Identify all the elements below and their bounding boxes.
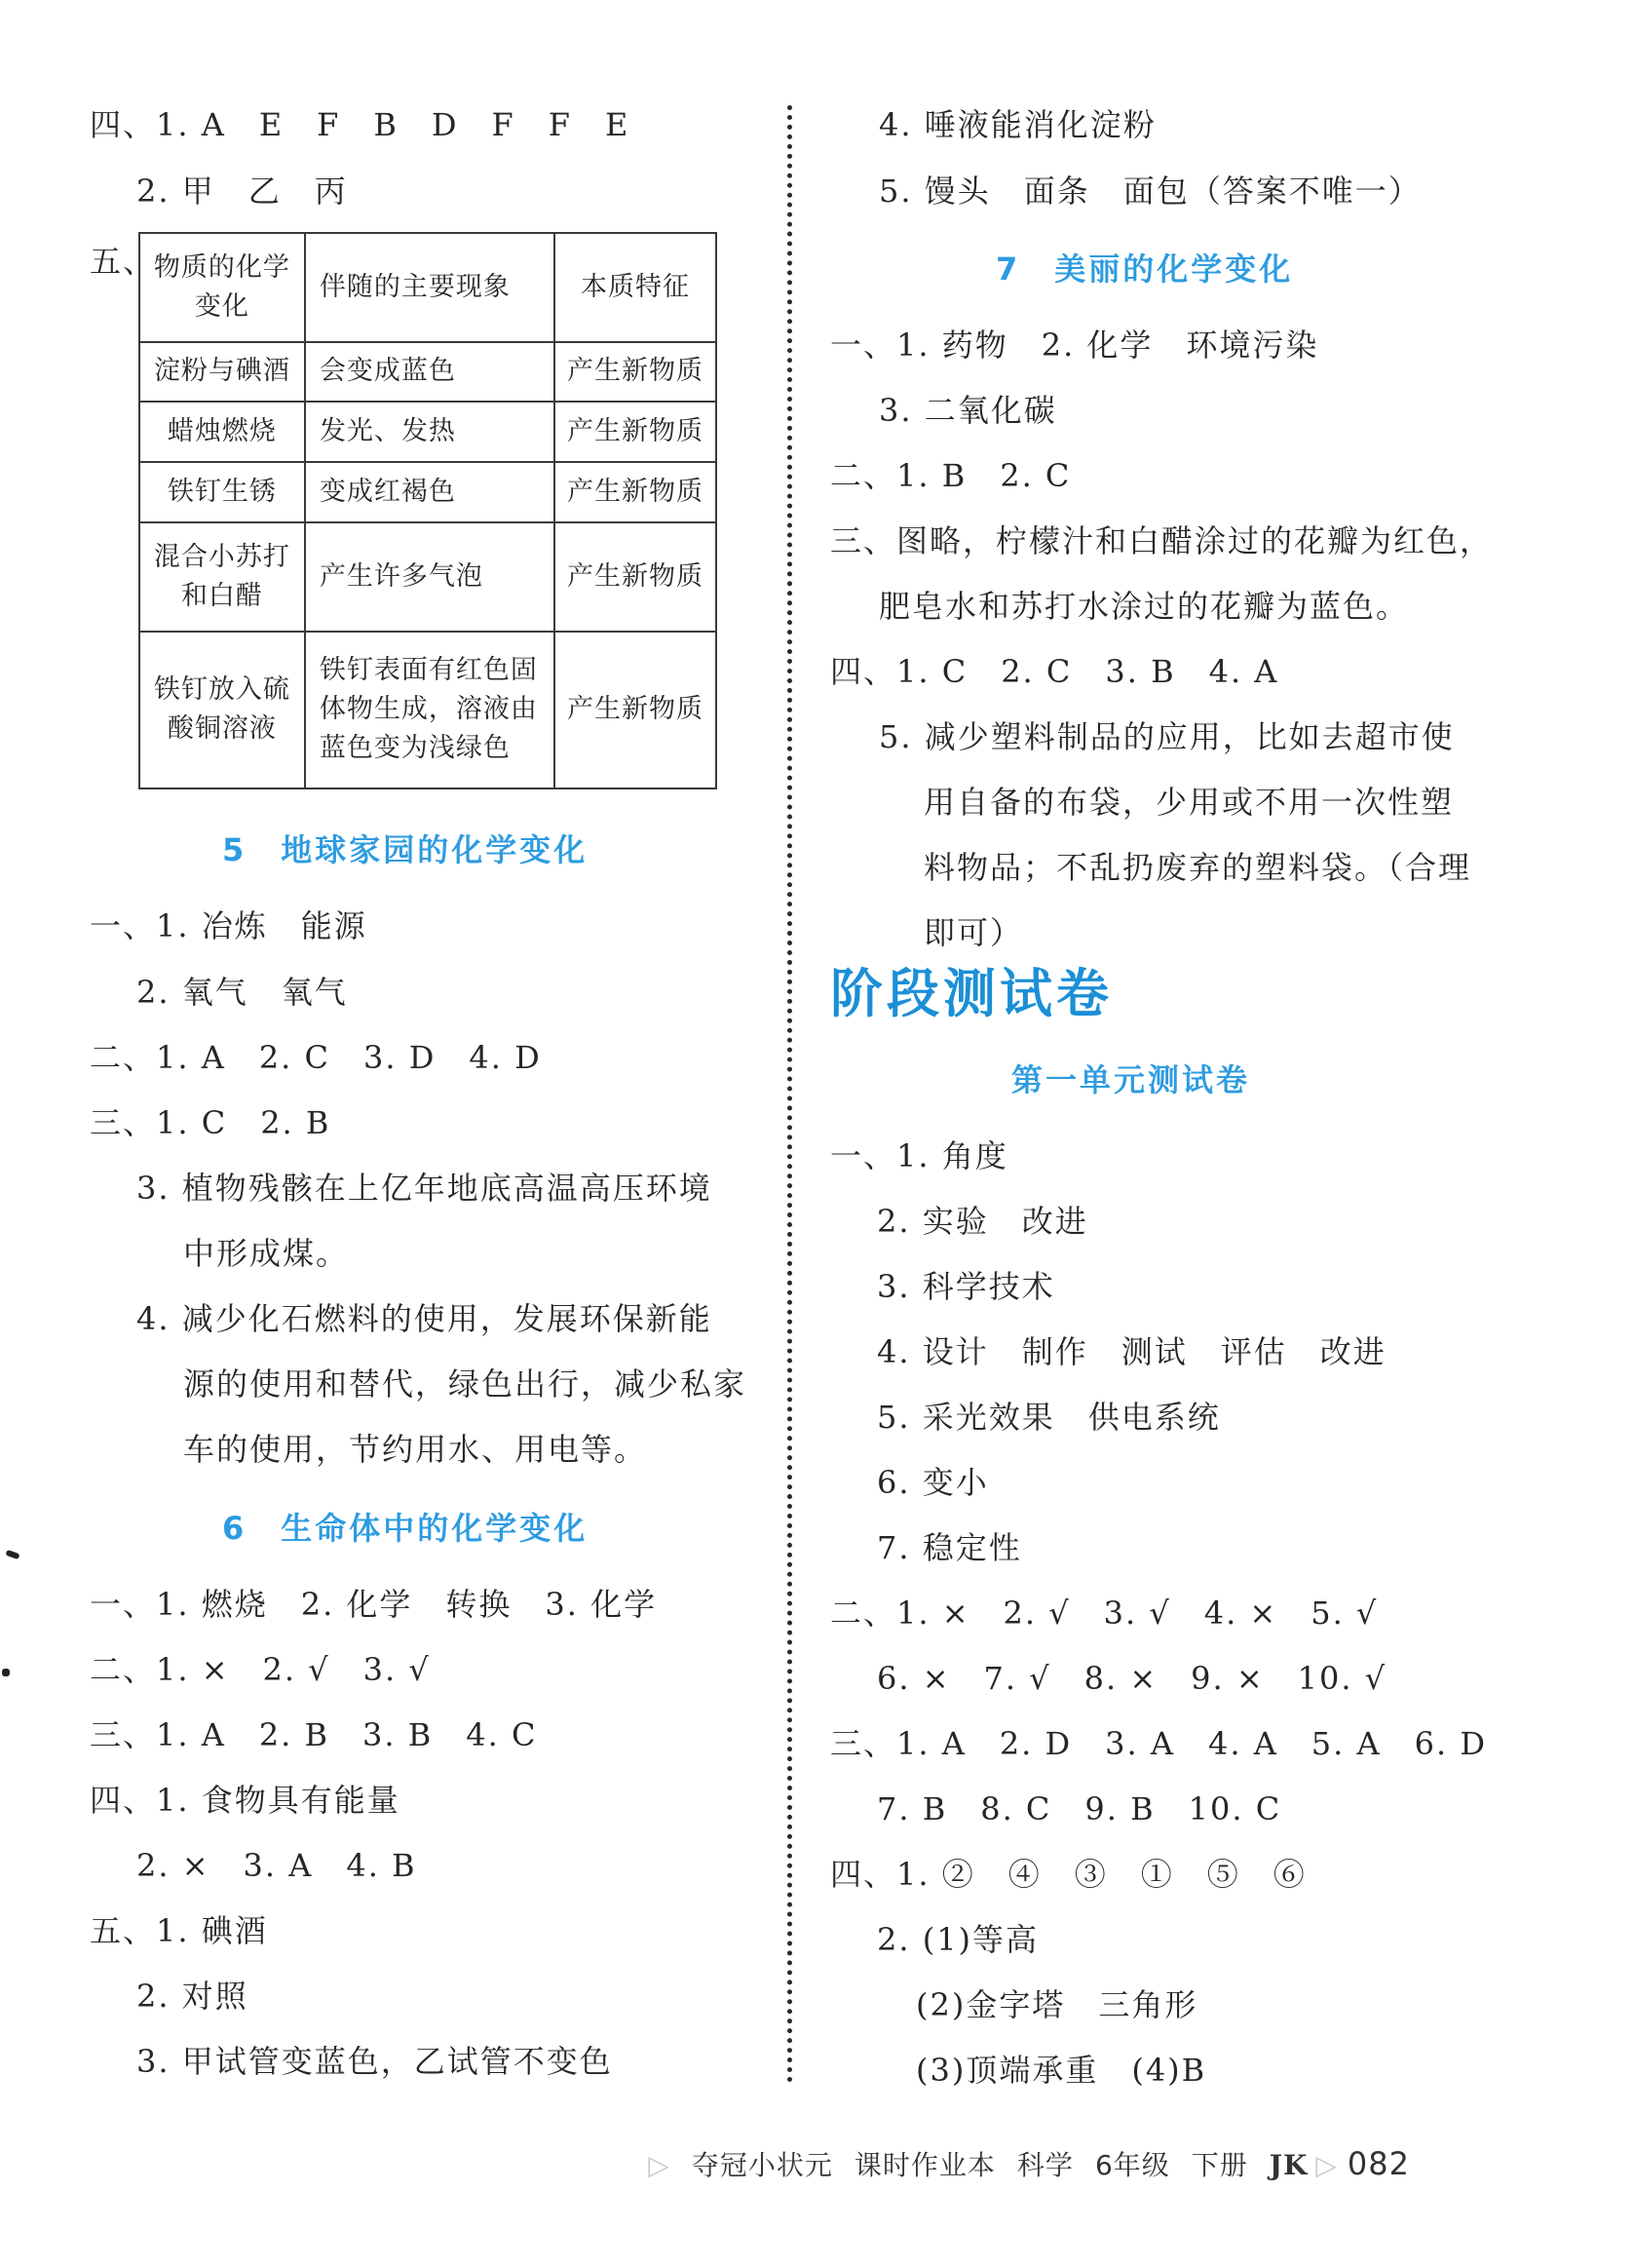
section-6-title: 6 生命体中的化学变化: [222, 1510, 589, 1547]
answer-line: 三、图略，柠檬汁和白醋涂过的花瓣为红色，: [830, 522, 1494, 559]
answer-line: 二、1. × 2. √ 3. √ 4. × 5. √: [830, 1595, 1379, 1632]
answer-line: 7. B 8. C 9. B 10. C: [877, 1790, 1282, 1827]
answer-line: 即可）: [924, 914, 1024, 951]
answer-line: 3. 二氧化碳: [879, 392, 1057, 429]
footer-volume: 下册: [1191, 2149, 1248, 2181]
answer-line: 五、1. 碘酒: [90, 1912, 268, 1949]
answer-line: 三、1. A 2. D 3. A 4. A 5. A 6. D: [830, 1725, 1487, 1762]
table-cell: 淀粉与碘酒: [139, 342, 305, 403]
page-number: 082: [1347, 2145, 1410, 2182]
table-cell: 混合小苏打和白醋: [139, 522, 305, 632]
table-row: [139, 522, 716, 632]
answer-line: 5. 馒头 面条 面包（答案不唯一）: [879, 173, 1422, 210]
answer-line: 一、1. 冶炼 能源: [90, 907, 367, 944]
scan-mark: [5, 1550, 19, 1559]
q4-answers: 四、1. A E F B D F F E: [90, 106, 630, 143]
answer-line: 一、1. 药物 2. 化学 环境污染: [830, 327, 1319, 364]
answer-line: 二、1. × 2. √ 3. √: [90, 1651, 431, 1688]
table-header-row: [139, 233, 716, 342]
answer-line: (2)金字塔 三角形: [916, 1986, 1198, 2023]
answer-line: 一、1. 角度: [830, 1137, 1008, 1174]
answer-line: 三、1. C 2. B: [90, 1104, 331, 1141]
answer-line: 2. 氧气 氧气: [136, 974, 348, 1011]
answer-line: 4. 减少化石燃料的使用，发展环保新能: [136, 1300, 712, 1337]
footer-subject: 科学: [1016, 2149, 1074, 2181]
table-row: [139, 402, 716, 462]
answer-line: 肥皂水和苏打水涂过的花瓣为蓝色。: [879, 588, 1410, 625]
table-cell: 产生新物质: [554, 402, 716, 462]
table-cell: 变成红褐色: [305, 462, 554, 522]
page-footer: [640, 2144, 1410, 2183]
table-cell: 产生许多气泡: [305, 522, 554, 632]
answer-line: 4. 唾液能消化淀粉: [879, 106, 1157, 143]
column-divider: [787, 105, 792, 2084]
table-cell: 产生新物质: [554, 632, 716, 788]
table-cell: 铁钉表面有红色固体物生成，溶液由蓝色变为浅绿色: [305, 632, 554, 788]
answer-line: 2. × 3. A 4. B: [136, 1847, 417, 1884]
answer-line: 5. 采光效果 供电系统: [877, 1399, 1221, 1436]
table-cell: 产生新物质: [554, 342, 716, 403]
answer-line: 6. 变小: [877, 1464, 989, 1501]
chemical-change-table: [138, 232, 717, 789]
answer-line: 一、1. 燃烧 2. 化学 转换 3. 化学: [90, 1586, 658, 1623]
answer-line: 7. 稳定性: [877, 1529, 1022, 1566]
q5-label: 五、: [90, 243, 157, 280]
answer-line: 四、1. 食物具有能量: [90, 1782, 400, 1819]
footer-edition: JK: [1269, 2149, 1309, 2181]
footer-brand: 夺冠小状元: [691, 2149, 833, 2181]
table-cell: 产生新物质: [554, 462, 716, 522]
answer-line: 6. × 7. √ 8. × 9. × 10. √: [877, 1660, 1387, 1697]
answer-line: 5. 减少塑料制品的应用，比如去超市使: [879, 718, 1455, 755]
answer-line: 3. 科学技术: [877, 1268, 1055, 1305]
answer-line: 二、1. B 2. C: [830, 457, 1072, 494]
answer-line: 2. 对照: [136, 1978, 248, 2015]
answer-line: 3. 甲试管变蓝色，乙试管不变色: [136, 2043, 613, 2080]
answer-line: 4. 设计 制作 测试 评估 改进: [877, 1333, 1387, 1370]
section-7-title: 7 美丽的化学变化: [996, 250, 1294, 288]
table-header-cell: 物质的化学变化: [139, 233, 305, 342]
table-row: [139, 342, 716, 403]
answer-line: 二、1. A 2. C 3. D 4. D: [90, 1039, 542, 1076]
section-5-title: 5 地球家园的化学变化: [222, 831, 589, 868]
table-row: [139, 632, 716, 788]
answer-line: 2. (1)等高: [877, 1921, 1040, 1958]
answer-line: 源的使用和替代，绿色出行，减少私家: [183, 1365, 747, 1403]
answer-line: 车的使用，节约用水、用电等。: [183, 1431, 648, 1468]
answer-line: 四、1. ② ④ ③ ① ⑤ ⑥: [830, 1856, 1307, 1893]
answer-line: 三、1. A 2. B 3. B 4. C: [90, 1716, 538, 1753]
arrow-right-icon: ▷: [1315, 2149, 1338, 2181]
answer-line: 用自备的布袋，少用或不用一次性塑: [924, 784, 1455, 821]
q4-2-answers: 2. 甲 乙 丙: [136, 173, 348, 210]
unit-1-title: 第一单元测试卷: [1011, 1061, 1251, 1098]
table-cell: 蜡烛燃烧: [139, 402, 305, 462]
answer-line: 四、1. C 2. C 3. B 4. A: [830, 653, 1279, 690]
table-cell: 铁钉生锈: [139, 462, 305, 522]
footer-grade: 6年级: [1094, 2149, 1170, 2181]
scan-mark: [2, 1669, 10, 1676]
answer-line: 3. 植物残骸在上亿年地底高温高压环境: [136, 1170, 712, 1207]
table-row: [139, 462, 716, 522]
answer-line: 料物品；不乱扔废弃的塑料袋。（合理: [924, 849, 1472, 886]
answer-line: 2. 实验 改进: [877, 1203, 1088, 1240]
table-header-cell: 伴随的主要现象: [305, 233, 554, 342]
table-cell: 铁钉放入硫酸铜溶液: [139, 632, 305, 788]
answer-line: 中形成煤。: [183, 1235, 350, 1272]
footer-book: 课时作业本: [854, 2149, 996, 2181]
stage-test-title: 阶段测试卷: [830, 963, 1113, 1024]
answer-line: (3)顶端承重 (4)B: [916, 2052, 1207, 2089]
table-header-cell: 本质特征: [554, 233, 716, 342]
arrow-right-icon: ▷: [648, 2149, 670, 2181]
table-cell: 会变成蓝色: [305, 342, 554, 403]
table-cell: 发光、发热: [305, 402, 554, 462]
table-cell: 产生新物质: [554, 522, 716, 632]
